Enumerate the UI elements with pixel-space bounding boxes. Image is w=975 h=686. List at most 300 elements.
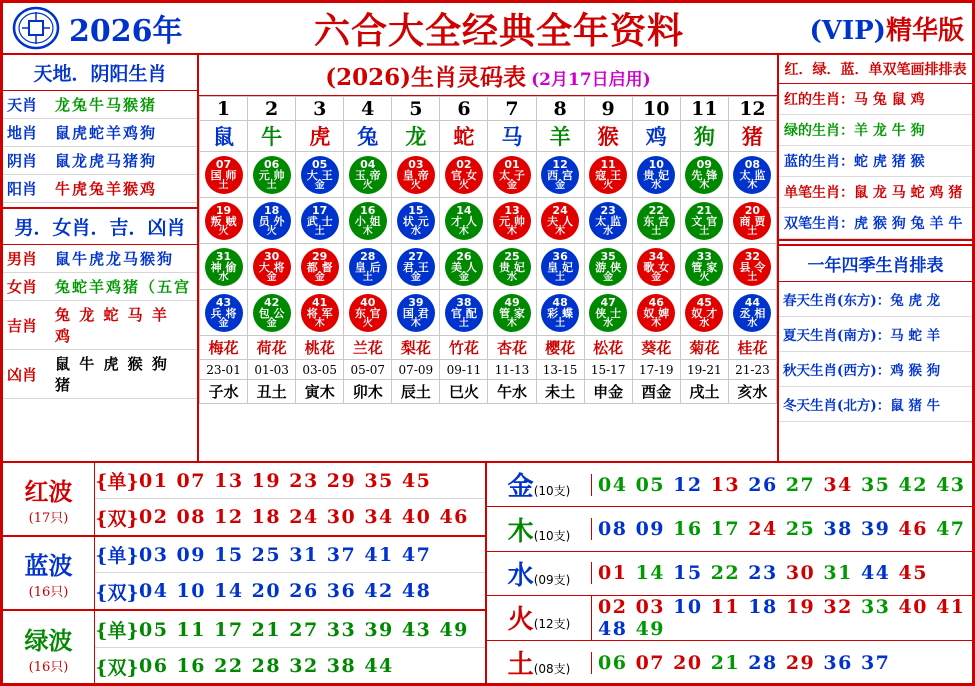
- number-ball[interactable]: [205, 248, 243, 286]
- ball-cell[interactable]: [584, 290, 632, 336]
- wave-number-line: [95, 573, 485, 609]
- left-title-1: 天地．阴阳生肖: [3, 55, 197, 91]
- ball-cell[interactable]: [680, 290, 728, 336]
- wave-number-line: [95, 648, 485, 684]
- ball-cell[interactable]: [440, 290, 488, 336]
- ball-element: 火: [362, 180, 373, 191]
- wave-number-line: [95, 612, 485, 648]
- ball-title: 游 侠: [595, 261, 622, 274]
- ball-number: 44: [744, 296, 761, 309]
- column-number: 6: [440, 97, 488, 121]
- ball-title: 君 王: [402, 261, 429, 274]
- table-row-flowers: [200, 336, 777, 360]
- ball-number: 16: [360, 204, 376, 217]
- number-item: 02: [598, 595, 636, 618]
- column-number: 10: [632, 97, 680, 121]
- age-range: 15-17: [584, 360, 632, 380]
- number-ball[interactable]: [541, 294, 579, 332]
- column-number: 5: [392, 97, 440, 121]
- ball-element: 土: [362, 272, 373, 283]
- ball-cell[interactable]: [536, 152, 584, 198]
- ball-cell[interactable]: [296, 152, 344, 198]
- number-item: 37: [860, 651, 891, 674]
- ball-number: 47: [600, 296, 616, 309]
- list-item: 春天生肖(东方)：兔 虎 龙: [779, 282, 972, 317]
- ball-cell[interactable]: [296, 290, 344, 336]
- zodiac-name: 羊: [536, 121, 584, 152]
- number-item: 29: [785, 651, 824, 674]
- number-item: 46: [898, 518, 937, 541]
- element-label: 金: [507, 472, 534, 503]
- number-ball[interactable]: [637, 202, 675, 240]
- parity-tag: {双}: [95, 656, 139, 679]
- ball-title: 员 外: [258, 215, 285, 228]
- ball-number: 33: [696, 250, 712, 263]
- ball-cell[interactable]: [344, 290, 392, 336]
- column-number: 1: [200, 97, 248, 121]
- ball-element: 金: [458, 272, 469, 283]
- number-item: 23: [748, 562, 786, 585]
- branch-element: 辰土: [392, 380, 440, 404]
- ball-cell[interactable]: [584, 152, 632, 198]
- column-number: 9: [584, 97, 632, 121]
- ball-cell[interactable]: [248, 290, 296, 336]
- ball-title: 大 将: [258, 261, 285, 274]
- left-column: [3, 55, 199, 461]
- ball-element: 木: [458, 226, 469, 237]
- ball-title: 奴 婢: [643, 307, 670, 320]
- zodiac-name: 牛: [248, 121, 296, 152]
- ball-title: 大 王: [306, 169, 333, 182]
- flower-name: 梅花: [200, 336, 248, 360]
- element-name: [487, 511, 591, 548]
- right-title-1: [779, 55, 972, 84]
- right-title-2: 一年四季生肖排表: [779, 246, 972, 282]
- ball-cell[interactable]: [200, 198, 248, 244]
- ball-title: 神 偷: [210, 261, 237, 274]
- ball-cell[interactable]: [344, 152, 392, 198]
- number-item: 44: [860, 562, 899, 585]
- age-range: 23-01: [200, 360, 248, 380]
- number-list: 01 07 13 19 23 29 35 45: [139, 469, 432, 492]
- number-ball[interactable]: [445, 202, 483, 240]
- ball-cell[interactable]: [632, 152, 680, 198]
- number-ball[interactable]: [205, 156, 243, 194]
- number-item: 21: [710, 651, 749, 674]
- wave-numbers: [95, 537, 485, 609]
- ball-element: 火: [218, 226, 229, 237]
- ball-number: 42: [263, 296, 280, 309]
- ball-number: 01: [504, 158, 520, 171]
- number-ball[interactable]: [637, 248, 675, 286]
- parity-tag: {单}: [95, 471, 139, 493]
- number-ball[interactable]: [733, 248, 771, 286]
- number-item: 28: [748, 651, 786, 674]
- ball-title: 武 士: [306, 215, 333, 228]
- ball-number: 17: [312, 204, 328, 217]
- ball-title: 元 帅: [499, 215, 525, 228]
- ball-cell[interactable]: [344, 198, 392, 244]
- number-ball[interactable]: [301, 248, 339, 286]
- zodiac-name: 猴: [584, 121, 632, 152]
- ball-title: 国 君: [402, 307, 429, 320]
- ball-cell[interactable]: [680, 152, 728, 198]
- element-count: (10支): [533, 528, 571, 543]
- ball-title: 西 宫: [547, 169, 573, 182]
- age-range: 19-21: [680, 360, 728, 380]
- wave-number-line: [95, 499, 485, 535]
- element-name: [487, 466, 591, 503]
- table-row-column-numbers: [200, 97, 777, 121]
- ball-cell[interactable]: [392, 290, 440, 336]
- ball-cell[interactable]: [440, 152, 488, 198]
- ball-number: 40: [360, 296, 376, 309]
- table-row-balls: [200, 152, 777, 198]
- ball-element: 土: [218, 180, 229, 191]
- number-item: 26: [748, 473, 786, 496]
- flower-name: 桃花: [296, 336, 344, 360]
- ball-number: 21: [696, 204, 712, 217]
- ball-cell[interactable]: [296, 198, 344, 244]
- ball-element: 水: [603, 318, 614, 329]
- element-name: [487, 599, 591, 636]
- zodiac-name: 马: [488, 121, 536, 152]
- number-item: 09: [635, 518, 674, 541]
- number-item: 19: [785, 595, 824, 618]
- ball-title: 彩 蝶: [547, 307, 573, 320]
- table-row-balls: [200, 290, 777, 336]
- ball-cell[interactable]: [344, 244, 392, 290]
- number-item: 43: [936, 473, 966, 496]
- ball-title: 商 贾: [739, 215, 766, 228]
- ball-number: 15: [408, 204, 424, 217]
- column-number: 4: [344, 97, 392, 121]
- number-ball[interactable]: [445, 156, 483, 194]
- ball-element: 木: [507, 226, 517, 237]
- element-numbers: [591, 652, 972, 674]
- vip-suffix: 精华版: [885, 15, 964, 46]
- ball-cell[interactable]: [248, 244, 296, 290]
- ball-element: 水: [651, 180, 662, 191]
- ball-element: 水: [218, 272, 229, 283]
- number-ball[interactable]: [493, 156, 531, 194]
- ball-cell[interactable]: [632, 198, 680, 244]
- wave-table: [3, 463, 487, 683]
- ball-number: 19: [215, 204, 232, 217]
- number-item: 31: [823, 562, 861, 585]
- number-ball[interactable]: [253, 202, 291, 240]
- number-ball[interactable]: [541, 248, 579, 286]
- ball-element: 火: [410, 180, 421, 191]
- element-count: (09支): [533, 572, 571, 587]
- age-range: 11-13: [488, 360, 536, 380]
- flower-name: 杏花: [488, 336, 536, 360]
- number-ball[interactable]: [253, 248, 291, 286]
- number-ball[interactable]: [349, 248, 387, 286]
- number-ball[interactable]: [253, 156, 291, 194]
- page-title: 六合大全经典全年资料: [313, 9, 684, 52]
- ball-title: 将 军: [306, 307, 333, 320]
- ball-title: 侠 士: [595, 307, 622, 320]
- branch-element: 申金: [584, 380, 632, 404]
- ball-cell[interactable]: [584, 198, 632, 244]
- ball-element: 金: [218, 318, 229, 329]
- ball-element: 土: [458, 318, 469, 329]
- number-ball[interactable]: [349, 294, 387, 332]
- ball-title: 玉 帝: [354, 169, 381, 182]
- element-row: [487, 596, 972, 640]
- table-row-ages: [200, 360, 777, 380]
- flower-name: 梨花: [392, 336, 440, 360]
- ball-title: 歌 女: [643, 261, 670, 274]
- ball-title: 状 元: [402, 215, 429, 228]
- age-range: 21-23: [728, 360, 776, 380]
- number-ball[interactable]: [541, 202, 579, 240]
- wave-numbers: [95, 611, 485, 685]
- ball-cell[interactable]: [488, 198, 536, 244]
- list-item: 红的生肖：马 兔 鼠 鸡: [779, 84, 972, 115]
- ball-element: 木: [362, 226, 373, 237]
- number-ball[interactable]: [397, 156, 435, 194]
- element-label: 土: [507, 650, 534, 681]
- ball-title: 东 官: [354, 307, 381, 320]
- ball-cell[interactable]: [536, 244, 584, 290]
- ball-number: 30: [263, 250, 280, 263]
- ball-cell[interactable]: [488, 244, 536, 290]
- ball-number: 32: [744, 250, 761, 263]
- list-item: [3, 91, 197, 119]
- parity-tag: {单}: [95, 620, 139, 642]
- ball-cell[interactable]: [200, 290, 248, 336]
- ball-title: 丞 相: [739, 307, 766, 320]
- zodiac-name: 鸡: [632, 121, 680, 152]
- number-list: 06 16 22 28 32 38 44: [139, 655, 394, 677]
- number-ball[interactable]: [397, 202, 435, 240]
- number-ball[interactable]: [685, 202, 723, 240]
- number-ball[interactable]: [733, 202, 771, 240]
- number-item: 01: [598, 562, 636, 585]
- flower-name: 桂花: [728, 336, 776, 360]
- ball-cell[interactable]: [200, 152, 248, 198]
- number-ball[interactable]: [637, 156, 675, 194]
- age-range: 17-19: [632, 360, 680, 380]
- number-ball[interactable]: [589, 156, 627, 194]
- list-item: 冬天生肖(北方)：鼠 猪 牛: [779, 387, 972, 422]
- ball-title: 包 公: [258, 307, 285, 320]
- age-range: 07-09: [392, 360, 440, 380]
- row-label: 天肖: [7, 96, 38, 114]
- ball-cell[interactable]: [488, 152, 536, 198]
- list-item: [3, 350, 197, 399]
- element-numbers: [591, 474, 972, 496]
- number-ball[interactable]: [301, 156, 339, 194]
- ball-number: 24: [552, 204, 568, 217]
- wave-name: [3, 611, 95, 685]
- ball-cell[interactable]: [392, 198, 440, 244]
- ball-title: 县 令: [739, 261, 766, 274]
- number-ball[interactable]: [445, 294, 483, 332]
- number-ball[interactable]: [733, 156, 771, 194]
- number-ball[interactable]: [349, 202, 387, 240]
- left-title-2: 男．女肖．吉．凶肖: [3, 209, 197, 245]
- ball-cell[interactable]: [248, 198, 296, 244]
- right-column: [779, 55, 972, 461]
- ball-element: 金: [266, 318, 277, 329]
- number-ball[interactable]: [205, 202, 243, 240]
- ball-number: 12: [552, 158, 568, 171]
- zodiac-name: 龙: [392, 121, 440, 152]
- number-ball[interactable]: [685, 248, 723, 286]
- ball-title: 美 人: [451, 261, 477, 274]
- number-ball[interactable]: [301, 202, 339, 240]
- ball-title: 夫 人: [547, 215, 573, 228]
- ball-cell[interactable]: [440, 198, 488, 244]
- ball-cell[interactable]: [632, 290, 680, 336]
- ball-element: 火: [699, 272, 710, 283]
- number-ball[interactable]: [589, 294, 627, 332]
- number-ball[interactable]: [637, 294, 675, 332]
- number-ball[interactable]: [733, 294, 771, 332]
- column-number: 12: [728, 97, 776, 121]
- number-ball[interactable]: [493, 294, 531, 332]
- number-ball[interactable]: [589, 248, 627, 286]
- ball-cell[interactable]: [536, 198, 584, 244]
- divider: [779, 239, 972, 246]
- parity-tag: {单}: [95, 545, 139, 567]
- number-ball[interactable]: [541, 156, 579, 194]
- ball-number: 43: [215, 296, 232, 309]
- ball-element: 木: [555, 226, 566, 237]
- wave-name: [3, 537, 95, 609]
- branch-element: 午水: [488, 380, 536, 404]
- right-title-1-text: 红．绿．蓝．单双笔画排排表: [784, 62, 967, 78]
- ball-cell[interactable]: [392, 152, 440, 198]
- ball-cell[interactable]: [728, 290, 776, 336]
- element-count: (12支): [533, 617, 571, 632]
- ball-element: 金: [603, 272, 614, 283]
- number-ball[interactable]: [301, 294, 339, 332]
- list-item: [3, 175, 197, 203]
- ball-cell[interactable]: [200, 244, 248, 290]
- list-item: [3, 301, 197, 350]
- ball-cell[interactable]: [488, 290, 536, 336]
- number-item: 06: [598, 651, 636, 674]
- ball-cell[interactable]: [728, 198, 776, 244]
- number-ball[interactable]: [493, 202, 531, 240]
- number-list: 04 10 14 20 26 36 42 48: [139, 580, 432, 602]
- ball-number: 25: [504, 250, 520, 263]
- ball-cell[interactable]: [248, 152, 296, 198]
- ball-cell[interactable]: [584, 244, 632, 290]
- element-row: [487, 641, 972, 685]
- number-list: 03 09 15 25 31 37 41 47: [139, 543, 432, 566]
- number-item: 24: [748, 518, 786, 541]
- ball-title: 贵 妃: [499, 261, 525, 274]
- ball-cell[interactable]: [632, 244, 680, 290]
- zodiac-name: 猪: [728, 121, 776, 152]
- age-range: 05-07: [344, 360, 392, 380]
- ball-number: 46: [648, 296, 664, 309]
- ball-cell[interactable]: [728, 152, 776, 198]
- number-item: 13: [710, 473, 749, 496]
- number-ball[interactable]: [589, 202, 627, 240]
- ball-title: 太 子: [499, 169, 525, 182]
- ball-element: 金: [555, 180, 566, 191]
- number-ball[interactable]: [493, 248, 531, 286]
- number-ball[interactable]: [685, 294, 723, 332]
- element-row: [487, 552, 972, 596]
- ball-title: 太 监: [595, 215, 622, 228]
- age-range: 01-03: [248, 360, 296, 380]
- number-ball[interactable]: [397, 294, 435, 332]
- flower-name: 樱花: [536, 336, 584, 360]
- element-numbers: [591, 518, 972, 540]
- ball-cell[interactable]: [680, 244, 728, 290]
- column-number: 7: [488, 97, 536, 121]
- number-item: 18: [748, 595, 786, 618]
- ball-title: 贵 妃: [643, 169, 670, 182]
- ball-cell[interactable]: [440, 244, 488, 290]
- zodiac-name: 兔: [344, 121, 392, 152]
- ball-number: 45: [696, 296, 712, 309]
- ball-cell[interactable]: [392, 244, 440, 290]
- number-ball[interactable]: [349, 156, 387, 194]
- flower-name: 松花: [584, 336, 632, 360]
- ball-number: 06: [263, 158, 280, 171]
- element-table: [487, 463, 972, 683]
- ball-title: 皇 后: [354, 261, 381, 274]
- ball-cell[interactable]: [296, 244, 344, 290]
- number-item: 07: [635, 651, 674, 674]
- ball-element: 木: [410, 318, 421, 329]
- ball-title: 官 女: [451, 169, 477, 182]
- wave-number-line: [95, 463, 485, 499]
- ball-number: 14: [456, 204, 472, 217]
- ball-cell[interactable]: [728, 244, 776, 290]
- branch-element: 卯木: [344, 380, 392, 404]
- column-number: 2: [248, 97, 296, 121]
- number-ball[interactable]: [397, 248, 435, 286]
- ball-cell[interactable]: [536, 290, 584, 336]
- branch-element: 未土: [536, 380, 584, 404]
- row-label: 阴肖: [7, 152, 38, 170]
- ball-element: 水: [747, 318, 758, 329]
- ball-title: 叛 贼: [210, 215, 237, 228]
- zodiac-table-title: [199, 55, 777, 96]
- number-ball[interactable]: [445, 248, 483, 286]
- ball-title: 皇 帝: [402, 169, 429, 182]
- element-label: 木: [507, 516, 534, 547]
- number-item: 25: [785, 518, 824, 541]
- number-item: 35: [860, 473, 899, 496]
- number-ball[interactable]: [205, 294, 243, 332]
- element-name: [487, 644, 591, 681]
- list-item: 双笔生肖：虎 猴 狗 兔 羊 牛: [779, 208, 972, 239]
- ball-element: 土: [314, 226, 325, 237]
- ball-number: 41: [312, 296, 328, 309]
- ball-cell[interactable]: [680, 198, 728, 244]
- ball-number: 35: [600, 250, 616, 263]
- number-ball[interactable]: [685, 156, 723, 194]
- number-ball[interactable]: [253, 294, 291, 332]
- row-value: 鼠虎蛇羊鸡狗: [55, 124, 158, 142]
- main-body: [3, 55, 972, 461]
- bottom-section: [3, 461, 972, 683]
- parity-tag: {双}: [95, 507, 139, 530]
- zodiac-title-main: (2026)生肖灵码表: [325, 64, 527, 91]
- ball-title: 国 师: [210, 169, 237, 182]
- ball-title: 官 配: [451, 307, 477, 320]
